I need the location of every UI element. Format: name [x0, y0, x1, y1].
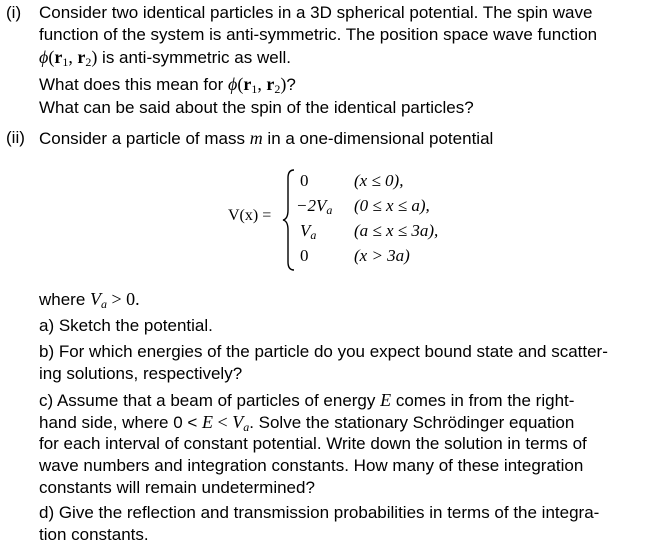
- question1-prefix: What does this mean for: [39, 75, 228, 94]
- case3-value-sub: a: [310, 228, 317, 242]
- where-var: [90, 289, 107, 309]
- where-suffix: > 0.: [107, 289, 140, 309]
- question-c-line4: wave numbers and integration constants. How many of these integration: [39, 456, 584, 475]
- case3-value-main: V: [300, 221, 311, 240]
- part1-question2: What can be said about the spin of the identical particles?: [39, 98, 474, 117]
- case3-condition: (a ≤ x ≤ 3a),: [354, 221, 439, 240]
- case4-value: 0: [300, 246, 309, 265]
- case4-condition: (x > 3a): [354, 246, 410, 265]
- phi-r1-r2-formula: $\phi(r_1$, $r_2$): [39, 47, 98, 69]
- left-brace: [281, 168, 297, 272]
- c2-mid: <: [213, 412, 233, 432]
- where-prefix: where: [39, 290, 91, 309]
- question1-suffix: ?: [286, 75, 296, 94]
- part2-intro: [39, 127, 493, 150]
- va-var-main: V: [232, 412, 244, 432]
- c2-suffix: . Solve the stationary Schrödinger equation: [249, 413, 575, 432]
- case2-value-sub: a: [326, 203, 333, 217]
- case1-value: 0: [300, 171, 309, 190]
- question-a: a) Sketch the potential.: [39, 316, 213, 335]
- va-var-sub: a: [243, 420, 250, 434]
- where-line: [39, 288, 140, 311]
- case3-value: [300, 220, 316, 242]
- part1-line1: Consider two identical particles in a 3D spherical potential. The spin wave: [39, 3, 593, 22]
- part1-line3: [39, 46, 291, 69]
- part1-line2: function of the system is anti-symmetric. The position space wave function: [39, 25, 598, 44]
- question-d-line2: tion constants.: [39, 525, 149, 544]
- potential-lhs: V(x) =: [228, 207, 272, 224]
- question-b-line2: ing solutions, respectively?: [39, 364, 243, 383]
- c1-prefix: c) Assume that a beam of particles of energy: [39, 391, 381, 410]
- intro-prefix: Consider a particle of mass: [39, 129, 250, 148]
- c1-suffix: comes in from the right-: [391, 391, 575, 410]
- where-var-sub: a: [101, 297, 108, 311]
- question-d-line1: d) Give the reflection and transmission probabilities in terms of the integra-: [39, 503, 600, 522]
- question-c-line3: for each interval of constant potential. Write down the solution in terms of: [39, 434, 587, 453]
- part2-label: (ii): [6, 128, 25, 147]
- case2-value-main: −2V: [296, 196, 327, 215]
- phi-formula: $\phi(r_1$, $r_2$): [227, 74, 287, 96]
- question-c-line2: [39, 411, 574, 434]
- where-var-main: V: [90, 289, 102, 309]
- energy-var-2: E: [202, 412, 214, 432]
- question-c-line1: [39, 389, 574, 412]
- part1-question1: [39, 73, 296, 96]
- case1-condition: (x ≤ 0),: [354, 171, 404, 190]
- mass-variable: m: [249, 128, 263, 148]
- question-c-line5: constants will remain undetermined?: [39, 478, 315, 497]
- part1-line3-text: is anti-symmetric as well.: [97, 48, 291, 67]
- c2-prefix: hand side, where 0 <: [39, 413, 203, 432]
- intro-suffix: in a one-dimensional potential: [262, 129, 494, 148]
- part1-label: (i): [6, 3, 22, 22]
- case2-value: [296, 195, 332, 217]
- case2-condition: (0 ≤ x ≤ a),: [354, 196, 430, 215]
- energy-var: E: [380, 390, 392, 410]
- va-var: [232, 412, 249, 432]
- question-b-line1: b) For which energies of the particle do you expect bound state and scatter-: [39, 342, 608, 361]
